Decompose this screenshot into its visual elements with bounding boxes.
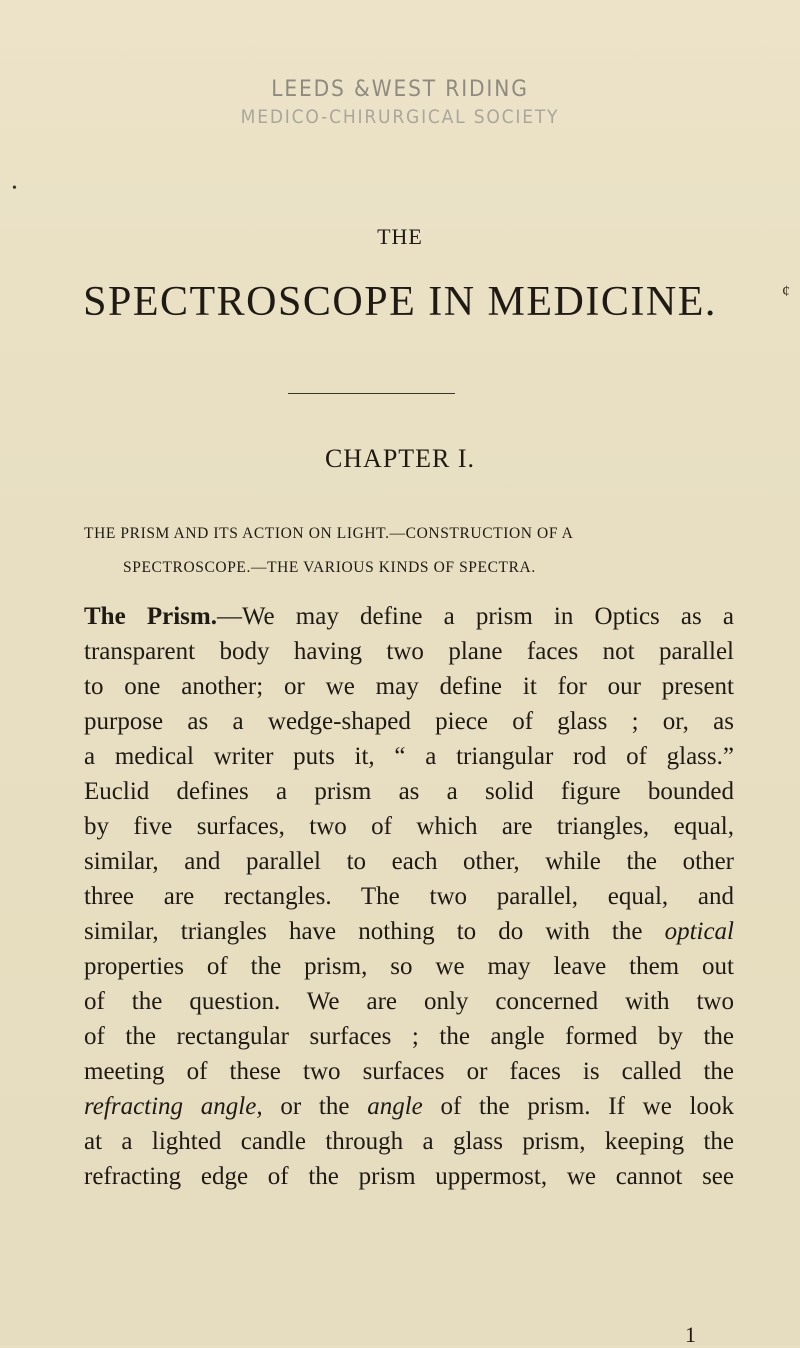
body-line: purpose as a wedge-shaped piece of glass ; or, as bbox=[84, 708, 734, 735]
body-line: at a lighted candle through a glass prism, keeping the bbox=[84, 1128, 734, 1155]
body-line: The Prism.—We may define a prism in Optics as a bbox=[84, 603, 734, 630]
margin-mark-right: ¢ bbox=[782, 283, 790, 300]
body-line: similar, triangles have nothing to do with the optical bbox=[84, 918, 734, 945]
body-line: of the rectangular surfaces ; the angle formed by the bbox=[84, 1023, 734, 1050]
library-stamp-line2: MEDICO-CHIRURGICAL SOCIETY bbox=[240, 106, 560, 128]
chapter-summary-line2: SPECTROSCOPE.—THE VARIOUS KINDS OF SPECTRA. bbox=[123, 559, 536, 576]
body-line: three are rectangles. The two parallel, equal, and bbox=[84, 883, 734, 910]
pre-title: THE bbox=[377, 224, 423, 249]
page-number: 1 bbox=[685, 1322, 696, 1347]
emphasis: refracting angle, bbox=[84, 1093, 263, 1120]
chapter-heading: CHAPTER I. bbox=[324, 444, 476, 473]
body-line: meeting of these two surfaces or faces is called the bbox=[84, 1058, 734, 1085]
run-in-heading: The Prism. bbox=[84, 603, 217, 630]
body-line: transparent body having two plane faces not parallel bbox=[84, 638, 734, 665]
body-line: Euclid defines a prism as a solid figure bounded bbox=[84, 778, 734, 805]
body-line: to one another; or we may define it for our present bbox=[84, 673, 734, 700]
chapter-summary-line1: THE PRISM AND ITS ACTION ON LIGHT.—CONSTRUCTION OF A bbox=[84, 525, 574, 542]
margin-mark-left: • bbox=[12, 181, 17, 196]
emphasis: optical bbox=[664, 918, 734, 945]
body-line: refracting angle, or the angle of the prism. If we look bbox=[84, 1093, 734, 1120]
body-line: of the question. We are only concerned with two bbox=[84, 988, 734, 1015]
body-line: by five surfaces, two of which are triangles, equal, bbox=[84, 813, 734, 840]
body-line: similar, and parallel to each other, while the other bbox=[84, 848, 734, 875]
emphasis: angle bbox=[367, 1093, 423, 1120]
body-line: a medical writer puts it, “ a triangular rod of glass.” bbox=[84, 743, 734, 770]
library-stamp-line1: LEEDS &WEST RIDING bbox=[271, 77, 529, 102]
body-line: properties of the prism, so we may leave them out bbox=[84, 953, 734, 980]
book-title: SPECTROSCOPE IN MEDICINE. bbox=[83, 279, 717, 325]
body-line: refracting edge of the prism uppermost, we cannot see bbox=[84, 1163, 734, 1190]
title-rule bbox=[288, 393, 455, 394]
